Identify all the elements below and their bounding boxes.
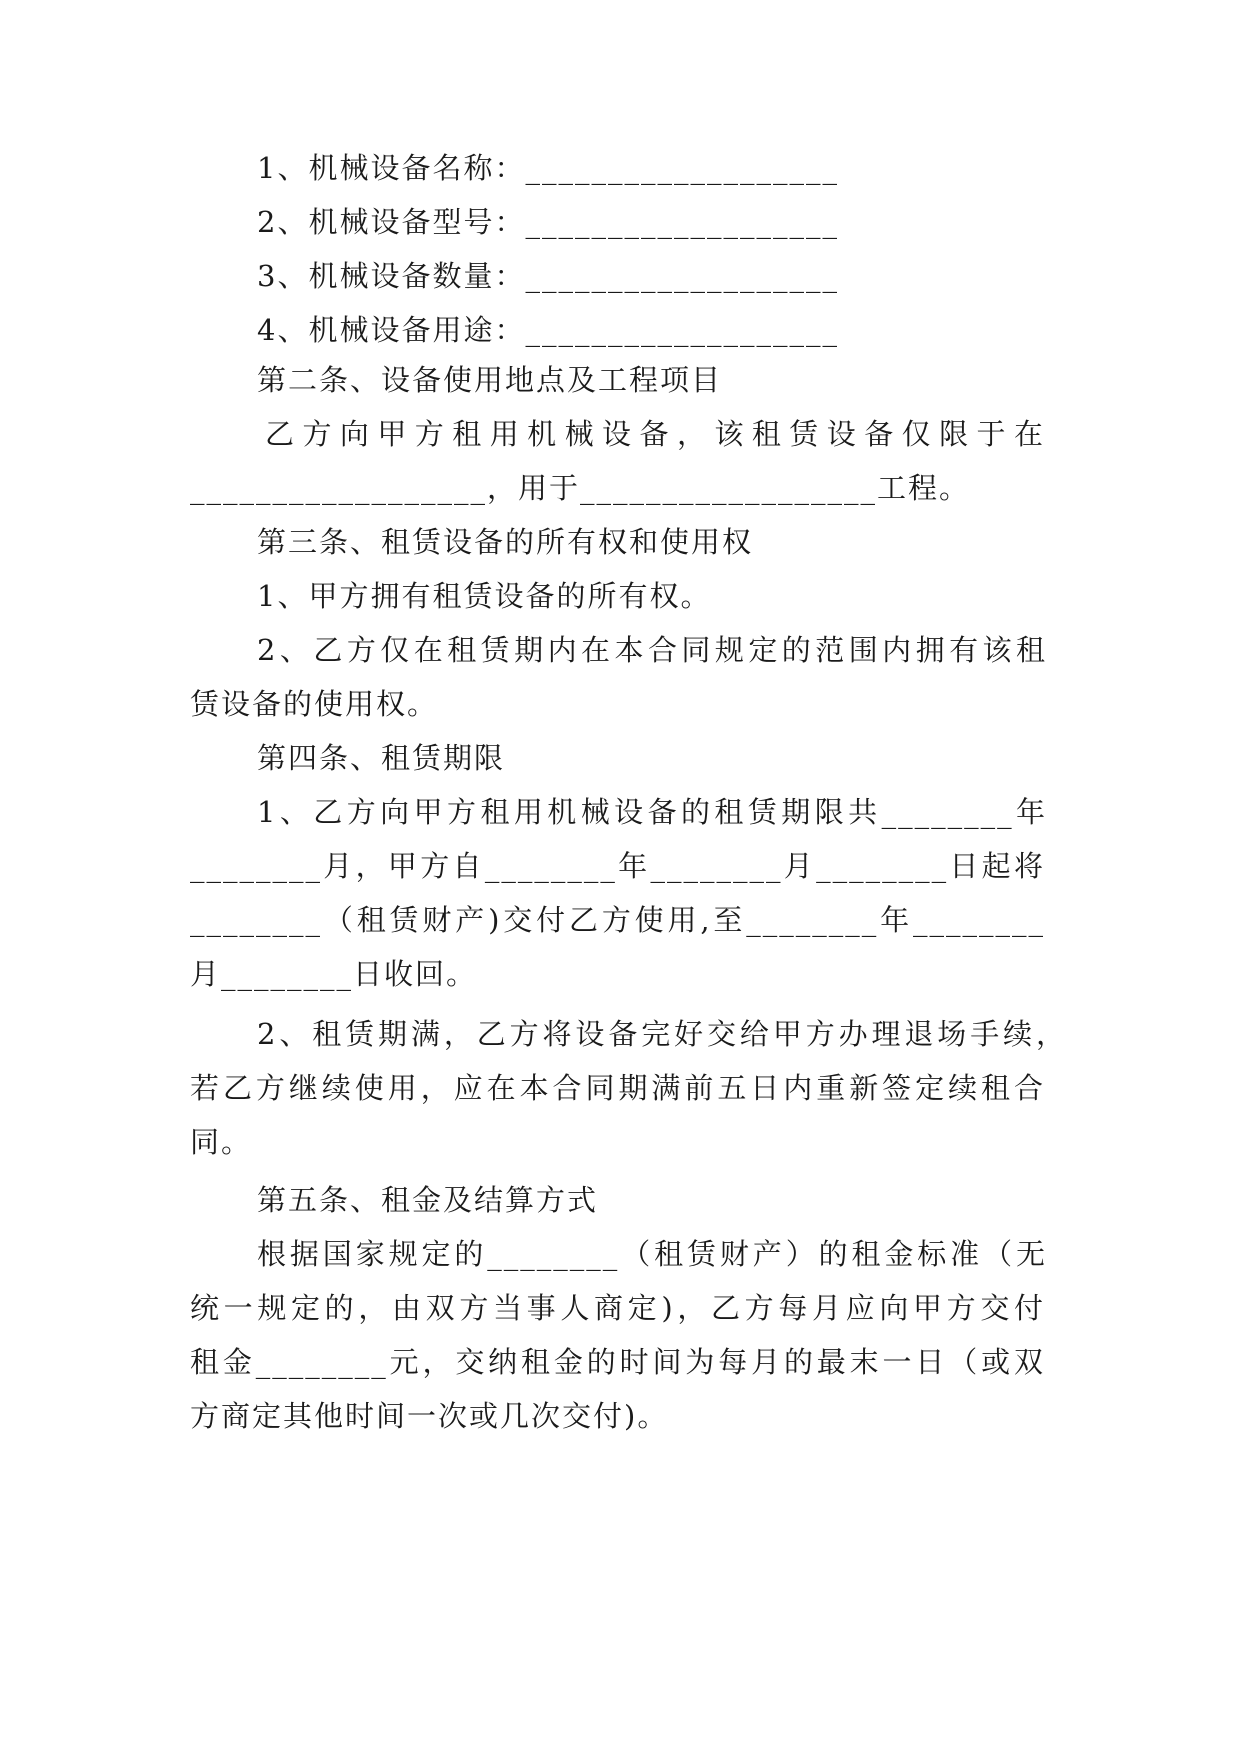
equipment-quantity-item: 3、机械设备数量：___________________ bbox=[257, 259, 839, 293]
article-4-text-line: 2、租赁期满，乙方将设备完好交给甲方办理退场手续， bbox=[257, 1017, 1067, 1051]
article-5-text-line: 租金________元，交纳租金的时间为每月的最末一日（或双 bbox=[190, 1345, 1045, 1379]
equipment-model-item: 2、机械设备型号：___________________ bbox=[257, 205, 839, 239]
article-5-heading: 第五条、租金及结算方式 bbox=[257, 1183, 599, 1217]
article-4-heading: 第四条、租赁期限 bbox=[257, 741, 506, 775]
article-4-text-line: 1、乙方向甲方租用机械设备的租赁期限共________年 bbox=[257, 795, 1047, 829]
article-4-text-line: 同。 bbox=[190, 1125, 253, 1159]
equipment-purpose-item: 4、机械设备用途：___________________ bbox=[257, 313, 839, 347]
article-4-text-line: ________月，甲方自________年________月________日起将 bbox=[190, 849, 1045, 883]
article-2-text-line: 乙方向甲方租用机械设备，该租赁设备仅限于在 bbox=[265, 417, 1045, 451]
article-2-text-line: __________________，用于__________________工程。 bbox=[190, 471, 971, 505]
article-3-heading: 第三条、租赁设备的所有权和使用权 bbox=[257, 525, 754, 559]
article-3-text-line: 2、乙方仅在租赁期内在本合同规定的范围内拥有该租 bbox=[257, 633, 1047, 667]
equipment-name-item: 1、机械设备名称：___________________ bbox=[257, 151, 839, 185]
article-2-heading: 第二条、设备使用地点及工程项目 bbox=[257, 363, 723, 397]
article-5-text-line: 统一规定的，由双方当事人商定)，乙方每月应向甲方交付 bbox=[190, 1291, 1045, 1325]
article-4-text-line: 月________日收回。 bbox=[190, 957, 478, 991]
article-5-text-line: 方商定其他时间一次或几次交付)。 bbox=[190, 1399, 669, 1433]
article-3-text-line: 赁设备的使用权。 bbox=[190, 687, 439, 721]
article-4-text-line: ________（租赁财产)交付乙方使用,至________年________ bbox=[190, 903, 1045, 937]
article-5-text-line: 根据国家规定的________（租赁财产）的租金标准（无 bbox=[257, 1237, 1047, 1271]
article-3-text-line: 1、甲方拥有租赁设备的所有权。 bbox=[257, 579, 712, 613]
article-4-text-line: 若乙方继续使用，应在本合同期满前五日内重新签定续租合 bbox=[190, 1071, 1045, 1105]
